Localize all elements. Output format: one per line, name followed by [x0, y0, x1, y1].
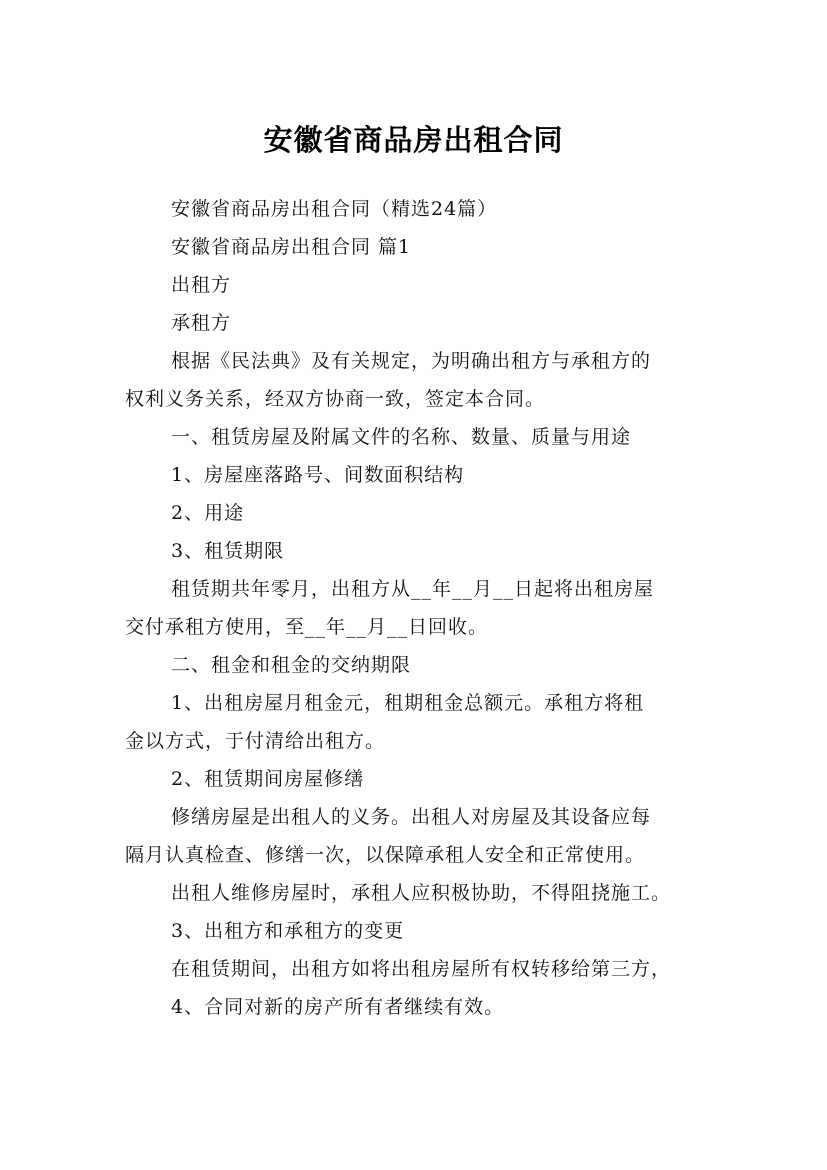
- paragraph-line: 出租方: [171, 274, 232, 296]
- document-body: [125, 190, 715, 1026]
- paragraph-line: 1、房屋座落路号、间数面积结构: [171, 464, 465, 486]
- paragraph-line: 安徽省商品房出租合同 篇1: [171, 236, 412, 258]
- paragraph-line: 出租人维修房屋时，承租人应积极协助，不得阻挠施工。: [171, 882, 672, 904]
- paragraph-line: 隔月认真检查、修缮一次，以保障承租人安全和正常使用。: [125, 844, 646, 866]
- paragraph-line: 一、租赁房屋及附属文件的名称、数量、质量与用途: [171, 426, 632, 448]
- paragraph-line: 交付承租方使用，至__年__月__日回收。: [125, 616, 489, 638]
- paragraph-line: 根据《民法典》及有关规定，为明确出租方与承租方的: [171, 350, 652, 372]
- paragraph-line: 金以方式，于付清给出租方。: [125, 730, 386, 752]
- paragraph-line: 修缮房屋是出租人的义务。出租人对房屋及其设备应每: [171, 806, 652, 828]
- paragraph-line: 二、租金和租金的交纳期限: [171, 654, 412, 676]
- paragraph-line: 承租方: [171, 312, 232, 334]
- document-title: 安徽省商品房出租合同: [263, 123, 564, 158]
- paragraph-line: 权利义务关系，经双方协商一致，签定本合同。: [125, 388, 546, 410]
- paragraph-line: 3、租赁期限: [171, 540, 285, 562]
- paragraph-line: 2、用途: [171, 502, 245, 524]
- paragraph-line: 1、出租房屋月租金元，租期租金总额元。承租方将租: [171, 692, 645, 714]
- paragraph-line: 安徽省商品房出租合同（精选24篇）: [171, 198, 498, 220]
- paragraph-line: 2、租赁期间房屋修缮: [171, 768, 365, 790]
- paragraph-line: 租赁期共年零月，出租方从__年__月__日起将出租房屋: [171, 578, 655, 600]
- paragraph-line: 4、合同对新的房产所有者继续有效。: [171, 996, 505, 1018]
- paragraph-line: 3、出租方和承租方的变更: [171, 920, 405, 942]
- paragraph-line: 在租赁期间，出租方如将出租房屋所有权转移给第三方，: [171, 958, 672, 980]
